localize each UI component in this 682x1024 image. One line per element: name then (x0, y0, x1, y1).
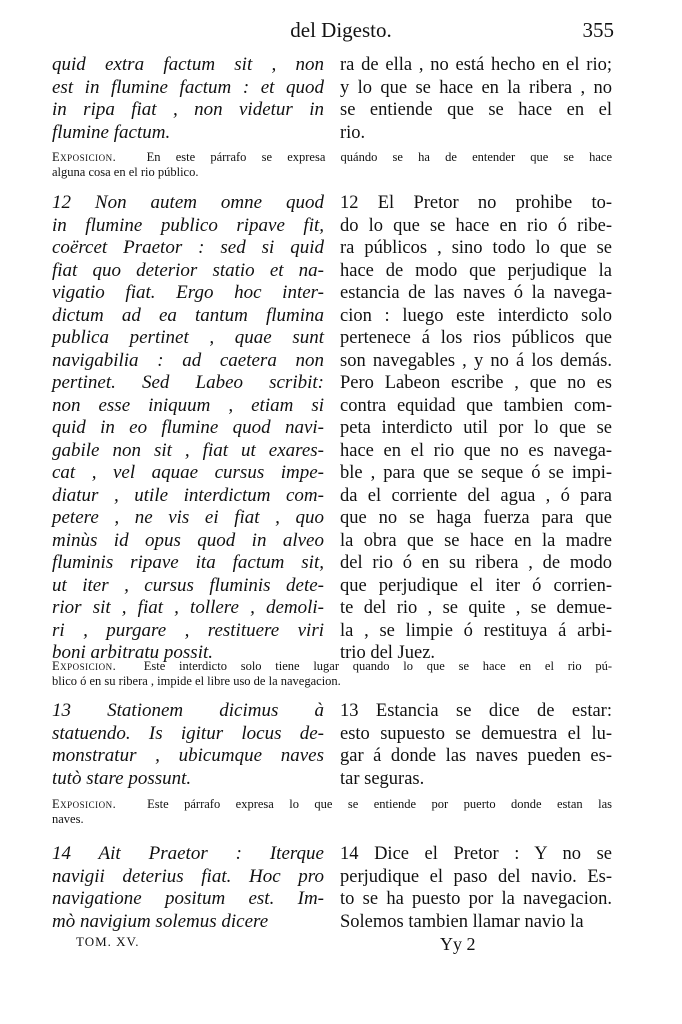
spanish-line: te del rio , se quite , se demue- (340, 598, 612, 618)
exposicion-note (52, 797, 612, 827)
spanish-line: gar á donde las naves pueden es- (340, 746, 612, 766)
latin-line: non esse iniquum , etiam si (52, 394, 324, 416)
spanish-column (340, 192, 612, 665)
latin-line: 12 Non autem omne quod (52, 192, 324, 213)
latin-line: monstratur , ubicumque naves (52, 745, 324, 766)
spanish-line: hace en el rio que no es navega- (340, 440, 612, 461)
latin-line: dictum ad ea tantum flumina (52, 304, 324, 326)
spanish-line: esto supuesto se demuestra el lu- (340, 723, 612, 744)
exposicion-text: Este párrafo expresa lo que se entiende por puerto donde estan las (147, 797, 613, 811)
exposicion-note (52, 659, 612, 689)
spanish-line: hace de modo que perjudique la (340, 260, 612, 281)
spanish-line: Pero Labeon escribe , que no es (340, 373, 612, 393)
paragraph-14 (52, 843, 612, 935)
spanish-line: del rio ó en su ribera , de modo (340, 553, 612, 573)
latin-line: fluminis ripave ita factum sit, (52, 552, 324, 573)
latin-column (52, 54, 324, 144)
spanish-line: son navegables , y no á los demás. (340, 350, 612, 371)
latin-column (52, 843, 324, 933)
spanish-line: do lo que se hace en rio ó ribe- (340, 215, 612, 236)
latin-line: in ripa fiat , non videtur in (52, 99, 324, 120)
latin-line: ri , purgare , restituere viri (52, 619, 324, 641)
latin-line: 14 Ait Praetor : Iterque (52, 843, 324, 864)
latin-line: in flumine publico ripave fit, (52, 214, 324, 236)
spanish-line: ble , para que se seque ó se impi- (340, 463, 612, 483)
spanish-line: y lo que se hace en la ribera , no (340, 77, 612, 98)
spanish-line: contra equidad que tambien com- (340, 395, 612, 416)
latin-line: diatur , utile interdictum com- (52, 484, 324, 506)
running-head: del Digesto. (290, 18, 392, 42)
spanish-line: 14 Dice el Pretor : Y no se (340, 844, 612, 864)
latin-line: ut iter , cursus fluminis dete- (52, 574, 324, 596)
spanish-line: pertenece á los rios públicos que (340, 328, 612, 348)
latin-line: pertinet. Sed Labeo scribit: (52, 372, 324, 393)
exposicion-text: En este párrafo se expresa quándo se ha de entender que se hace (146, 150, 613, 164)
spanish-line: tar seguras. (340, 768, 425, 789)
spanish-line: cion : luego este interdicto solo (340, 305, 612, 326)
spanish-line: trio del Juez. (340, 643, 436, 663)
exposicion-note (52, 150, 612, 180)
latin-line: publica pertinet , quae sunt (52, 327, 324, 348)
latin-line: mò navigium solemus dicere (52, 910, 269, 932)
spanish-line: la , se limpie ó restituya á arbi- (340, 620, 612, 641)
latin-line: quid extra factum sit , non (52, 54, 324, 75)
spanish-line: peta interdicto util por lo que se (340, 418, 612, 438)
page-footer (52, 934, 612, 956)
spanish-line: 13 Estancia se dice de estar: (340, 701, 612, 721)
spanish-line: ra públicos , sino todo lo que se (340, 238, 612, 258)
latin-line: 13 Stationem dicimus à (52, 700, 324, 721)
spanish-column (340, 843, 612, 933)
exposicion-text: Este interdicto solo tiene lugar quando lo que se hace en el rio pú- (143, 659, 612, 673)
spanish-line: que no se haga fuerza para que (340, 508, 612, 528)
page-number: 355 (582, 18, 614, 42)
spanish-line: 12 El Pretor no prohibe to- (340, 193, 612, 213)
latin-line: gabile non sit , fiat ut exares- (52, 439, 324, 461)
exposicion-text: alguna cosa en el rio público. (52, 165, 199, 179)
exposicion-label: Exposicion. (52, 797, 117, 811)
spanish-line: ra de ella , no está hecho en el rio; (340, 55, 612, 75)
paragraph-13 (52, 700, 612, 792)
exposicion-text: naves. (52, 812, 84, 826)
latin-line: navigii deterius fiat. Hoc pro (52, 865, 324, 887)
spanish-line: que perjudique el iter ó corrien- (340, 575, 612, 596)
latin-line: boni arbitratu possit. (52, 642, 213, 663)
spanish-column (340, 700, 612, 790)
latin-line: quid in eo flumine quod navi- (52, 417, 324, 438)
spanish-line: Solemos tambien llamar navio la (340, 911, 584, 932)
latin-line: flumine factum. (52, 121, 171, 143)
latin-line: tutò stare possunt. (52, 767, 192, 789)
paragraph-12 (52, 192, 612, 667)
latin-line: cat , vel aquae cursus impe- (52, 462, 324, 483)
latin-line: petere , ne vis ei fiat , quo (52, 507, 324, 528)
spanish-column (340, 54, 612, 144)
latin-line: rior sit , fiat , tollere , demoli- (52, 597, 324, 618)
latin-line: fiat quo deterior statio et na- (52, 259, 324, 281)
spanish-line: to se ha puesto por la navegacion. (340, 889, 612, 909)
latin-line: statuendo. Is igitur locus de- (52, 722, 324, 744)
spanish-line: rio. (340, 122, 366, 143)
spanish-line: se entiende que se hace en el (340, 100, 612, 120)
latin-line: est in flumine factum : et quod (52, 76, 324, 98)
latin-line: minùs id opus quod in alveo (52, 529, 324, 551)
exposicion-label: Exposicion. (52, 659, 117, 673)
exposicion-label: Exposicion. (52, 150, 117, 164)
latin-line: navigabilia : ad caetera non (52, 349, 324, 371)
text-block-continuation (52, 54, 612, 146)
latin-line: vigatio fiat. Ergo hoc inter- (52, 282, 324, 303)
spanish-line: da el corriente del agua , ó para (340, 485, 612, 506)
spanish-line: estancia de las naves ó la navega- (340, 283, 612, 303)
exposicion-text: blico ó en su ribera , impide el libre uso de la navegacion. (52, 674, 341, 688)
spanish-line: perjudique el paso del navio. Es- (340, 866, 612, 887)
tome-label: TOM. XV. (76, 934, 140, 949)
latin-column (52, 700, 324, 790)
page-header (0, 18, 682, 46)
spanish-line: la obra que se hace en la madre (340, 530, 612, 551)
latin-line: navigatione positum est. Im- (52, 888, 324, 909)
latin-line: coërcet Praetor : sed si quid (52, 237, 324, 258)
latin-column (52, 192, 324, 665)
signature-mark: Yy 2 (440, 934, 476, 954)
